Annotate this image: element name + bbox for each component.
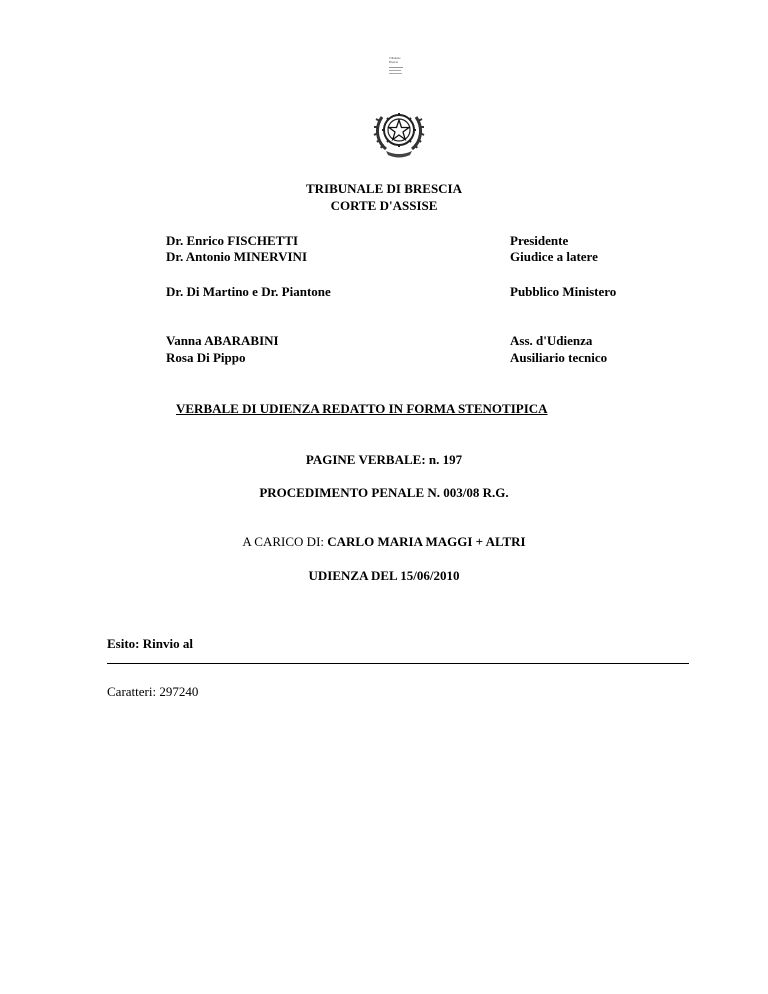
header-tiny-note — [389, 56, 411, 78]
staff-role-3: Pubblico Ministero — [510, 284, 617, 299]
tiny-note-line-1: Tribunale — [389, 56, 401, 60]
court-name: TRIBUNALE DI BRESCIA — [305, 181, 463, 196]
page-count: PAGINE VERBALE: n. 197 — [305, 452, 463, 467]
defendants-line — [0, 534, 768, 550]
tiny-note-line-2: Brescia — [389, 60, 398, 64]
court-section: CORTE D'ASSISE — [330, 198, 438, 213]
staff-role-4: Ass. d'Udienza — [510, 333, 593, 348]
character-count: Caratteri: 297240 — [107, 684, 199, 699]
staff-name-5: Rosa Di Pippo — [166, 350, 246, 365]
defendants-prefix: A CARICO DI: — [242, 534, 328, 549]
staff-name-4: Vanna ABARABINI — [166, 333, 279, 348]
hearing-date: UDIENZA DEL 15/06/2010 — [308, 568, 460, 583]
staff-name-3: Dr. Di Martino e Dr. Piantone — [166, 284, 331, 299]
staff-role-5: Ausiliario tecnico — [510, 350, 608, 365]
procedure-number: PROCEDIMENTO PENALE N. 003/08 R.G. — [259, 485, 509, 500]
italian-republic-emblem-icon — [372, 103, 426, 159]
divider-line — [107, 663, 689, 664]
defendants-names: CARLO MARIA MAGGI + ALTRI — [327, 534, 526, 549]
staff-role-1: Presidente — [510, 233, 569, 248]
staff-name-1: Dr. Enrico FISCHETTI — [166, 233, 299, 248]
staff-role-2: Giudice a latere — [510, 249, 598, 264]
outcome-label: Esito: Rinvio al — [107, 636, 193, 651]
document-title: VERBALE DI UDIENZA REDATTO IN FORMA STENOTIPICA — [176, 401, 548, 416]
staff-name-2: Dr. Antonio MINERVINI — [166, 249, 308, 264]
